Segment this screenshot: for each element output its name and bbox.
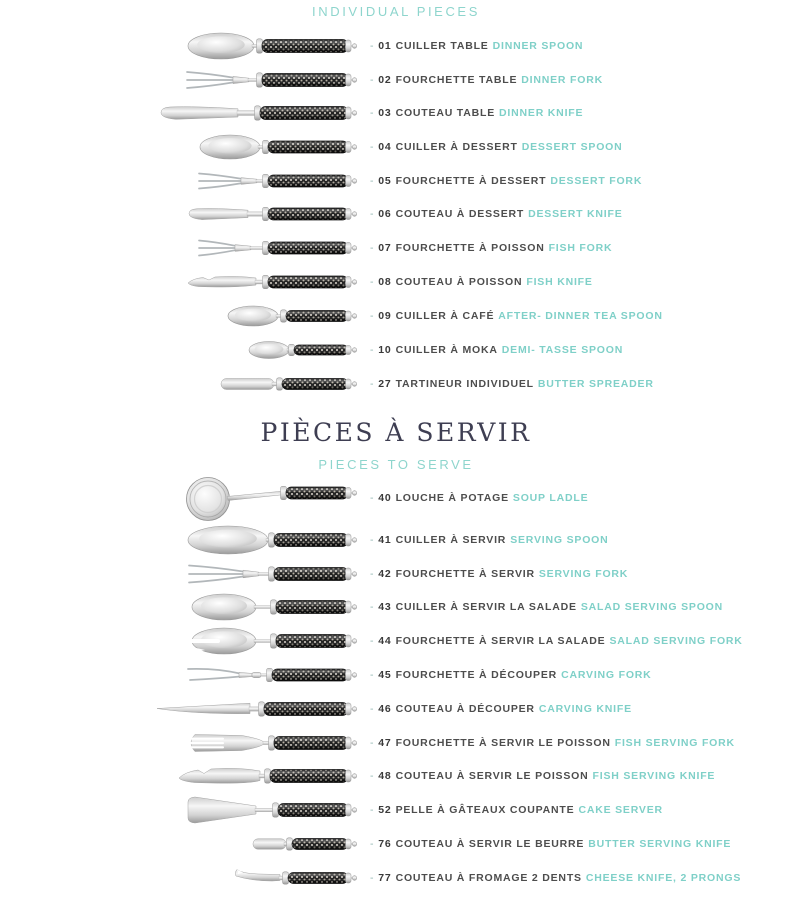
item-name-french: COUTEAU À POISSON	[395, 276, 523, 288]
item-name-french: CUILLER À CAFÉ	[395, 310, 495, 322]
item-name-french: PELLE À GÂTEAUX COUPANTE	[395, 804, 575, 816]
item-name-french: COUTEAU À DÉCOUPER	[395, 703, 535, 715]
item-number: 46	[378, 703, 392, 715]
item-name-french: COUTEAU À SERVIR LE BEURRE	[395, 838, 585, 850]
item-name-english: AFTER- DINNER TEA SPOON	[498, 310, 663, 322]
item-number: 04	[378, 141, 392, 153]
item-name-french: FOURCHETTE À DESSERT	[395, 175, 547, 187]
item-label	[370, 492, 588, 504]
item-name-english: BUTTER SERVING KNIFE	[588, 838, 732, 850]
individual-pieces-title: INDIVIDUAL PIECES	[312, 4, 480, 19]
item-dash: -	[370, 635, 375, 647]
item-number: 41	[378, 534, 392, 546]
item-dash: -	[370, 770, 375, 782]
item-name-english: FISH SERVING FORK	[614, 737, 735, 749]
item-number: 47	[378, 737, 392, 749]
item-name-english: CAKE SERVER	[578, 804, 663, 816]
item-name-french: FOURCHETTE À SERVIR LE POISSON	[395, 737, 611, 749]
item-name-english: BUTTER SPREADER	[537, 378, 654, 390]
item-name-english: DESSERT FORK	[550, 175, 643, 187]
item-dash: -	[370, 804, 375, 816]
item-number: 08	[378, 276, 392, 288]
item-number: 76	[378, 838, 392, 850]
item-name-english: SERVING SPOON	[510, 534, 609, 546]
item-dash: -	[370, 310, 375, 322]
item-name-french: FOURCHETTE À DÉCOUPER	[395, 669, 558, 681]
fish-serving-fork-image	[186, 730, 358, 756]
item-label	[370, 568, 628, 580]
item-name-french: CUILLER À DESSERT	[395, 141, 518, 153]
item-name-english: SERVING FORK	[538, 568, 629, 580]
item-number: 52	[378, 804, 392, 816]
cheese-knife-2-prongs-image	[232, 867, 358, 889]
item-name-english: SOUP LADLE	[512, 492, 589, 504]
item-number: 77	[378, 872, 392, 884]
item-number: 48	[378, 770, 392, 782]
item-label	[370, 872, 741, 884]
item-dash: -	[370, 669, 375, 681]
item-dash: -	[370, 74, 375, 86]
salad-serving-spoon-image	[190, 593, 358, 621]
item-name-english: CARVING FORK	[561, 669, 652, 681]
item-name-french: TARTINEUR INDIVIDUEL	[395, 378, 534, 390]
item-dash: -	[370, 872, 375, 884]
item-label	[370, 635, 743, 647]
item-name-english: CHEESE KNIFE, 2 PRONGS	[585, 872, 742, 884]
item-number: 09	[378, 310, 392, 322]
item-name-french: COUTEAU TABLE	[395, 107, 496, 119]
item-label	[370, 838, 731, 850]
item-dash: -	[370, 838, 375, 850]
item-dash: -	[370, 601, 375, 613]
item-label	[370, 770, 715, 782]
item-dash: -	[370, 175, 375, 187]
item-name-french: CUILLER À SERVIR	[395, 534, 507, 546]
item-dash: -	[370, 534, 375, 546]
item-dash: -	[370, 141, 375, 153]
pieces-to-serve-subtitle: PIECES TO SERVE	[318, 457, 474, 472]
item-number: 45	[378, 669, 392, 681]
item-dash: -	[370, 737, 375, 749]
item-name-english: CARVING KNIFE	[538, 703, 632, 715]
item-name-french: LOUCHE À POTAGE	[395, 492, 509, 504]
item-dash: -	[370, 703, 375, 715]
item-name-french: CUILLER À SERVIR LA SALADE	[395, 601, 577, 613]
item-name-english: SALAD SERVING SPOON	[580, 601, 724, 613]
item-name-french: FOURCHETTE TABLE	[395, 74, 518, 86]
pieces-a-servir-title: PIÈCES À SERVIR	[260, 418, 532, 447]
item-dash: -	[370, 276, 375, 288]
item-name-french: FOURCHETTE À SERVIR	[395, 568, 535, 580]
serving-fork-image	[186, 561, 358, 587]
item-dash: -	[370, 107, 375, 119]
item-name-french: FOURCHETTE À POISSON	[395, 242, 545, 254]
item-label	[370, 703, 632, 715]
item-name-english: DINNER FORK	[521, 74, 603, 86]
item-number: 07	[378, 242, 392, 254]
item-dash: -	[370, 208, 375, 220]
cake-server-image	[186, 796, 358, 824]
item-name-english: DINNER SPOON	[492, 40, 584, 52]
item-name-english: DESSERT KNIFE	[528, 208, 623, 220]
item-dash: -	[370, 378, 375, 390]
item-name-french: COUTEAU À DESSERT	[395, 208, 525, 220]
item-number: 10	[378, 344, 392, 356]
item-name-french: CUILLER À MOKA	[395, 344, 498, 356]
item-label	[370, 737, 735, 749]
serving-spoon-image	[186, 525, 358, 555]
item-number: 06	[378, 208, 392, 220]
item-label	[370, 669, 652, 681]
item-number: 27	[378, 378, 392, 390]
item-name-french: CUILLER TABLE	[395, 40, 489, 52]
item-dash: -	[370, 242, 375, 254]
item-name-english: FISH SERVING KNIFE	[592, 770, 716, 782]
item-name-english: DEMI- TASSE SPOON	[501, 344, 624, 356]
item-dash: -	[370, 492, 375, 504]
item-dash: -	[370, 40, 375, 52]
item-label	[370, 601, 723, 613]
carving-fork-image	[186, 664, 358, 686]
soup-ladle-image	[182, 474, 358, 522]
item-number: 03	[378, 107, 392, 119]
item-number: 40	[378, 492, 392, 504]
item-name-english: SALAD SERVING FORK	[609, 635, 743, 647]
butter-serving-knife-image	[252, 835, 358, 853]
item-number: 01	[378, 40, 392, 52]
item-number: 44	[378, 635, 392, 647]
item-name-english: FISH KNIFE	[526, 276, 593, 288]
item-number: 43	[378, 601, 392, 613]
salad-serving-fork-image	[190, 627, 358, 655]
carving-knife-image	[155, 699, 358, 719]
item-label	[370, 804, 663, 816]
item-name-english: FISH FORK	[548, 242, 613, 254]
fish-serving-knife-image	[176, 765, 358, 787]
item-number: 42	[378, 568, 392, 580]
item-number: 05	[378, 175, 392, 187]
item-name-french: COUTEAU À SERVIR LE POISSON	[395, 770, 589, 782]
item-name-french: COUTEAU À FROMAGE 2 DENTS	[395, 872, 582, 884]
item-number: 02	[378, 74, 392, 86]
item-dash: -	[370, 568, 375, 580]
item-name-english: DINNER KNIFE	[499, 107, 584, 119]
item-name-english: DESSERT SPOON	[521, 141, 623, 153]
item-name-french: FOURCHETTE À SERVIR LA SALADE	[395, 635, 606, 647]
item-dash: -	[370, 344, 375, 356]
item-label	[370, 534, 609, 546]
